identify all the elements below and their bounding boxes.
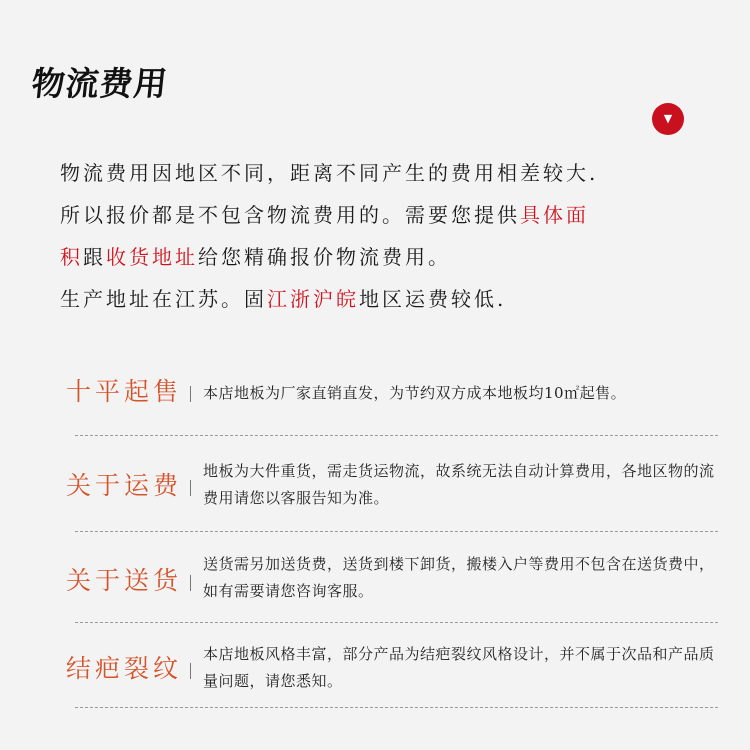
highlight-text: 江浙沪皖 <box>267 287 359 311</box>
dashed-divider <box>75 531 718 532</box>
separator-bar <box>190 386 191 402</box>
highlight-text: 收货地址 <box>106 245 198 269</box>
intro-text: 地区运费较低. <box>359 287 507 311</box>
intro-text: 生产地址在江苏。固 <box>60 287 267 311</box>
section-label: 关于送货 <box>66 566 183 595</box>
intro-line-2 <box>60 194 700 236</box>
section-text: 本店地板风格丰富，部分产品为结疤裂纹风格设计，并不属于次品和产品质量问题，请您悉知。 <box>203 645 715 690</box>
intro-line-4 <box>60 278 700 320</box>
separator-bar <box>190 480 191 496</box>
intro-text: 所以报价都是不包含物流费用的。需要您提供 <box>60 203 520 227</box>
scroll-down-button[interactable] <box>652 103 684 135</box>
dashed-divider <box>75 707 718 708</box>
separator-bar <box>190 575 191 591</box>
intro-line-3 <box>60 236 700 278</box>
highlight-text: 具体面 <box>520 203 589 227</box>
page-title: 物流费用 <box>29 64 170 103</box>
section-label: 结疤裂纹 <box>66 654 183 683</box>
dashed-divider <box>75 435 718 436</box>
intro-text: 跟 <box>83 245 106 269</box>
section-text: 本店地板为厂家直销直发，为节约双方成本地板均10㎡起售。 <box>203 384 627 402</box>
intro-paragraph <box>60 152 700 320</box>
chevron-down-icon: ▼ <box>663 112 673 125</box>
section-label: 十平起售 <box>66 377 183 406</box>
intro-text: 物流费用因地区不同，距离不同产生的费用相差较大. <box>60 161 599 185</box>
intro-text: 给您精确报价物流费用。 <box>198 245 451 269</box>
section-text: 地板为大件重货，需走货运物流，故系统无法自动计算费用，各地区物的流费用请您以客服告知为准。 <box>203 462 715 507</box>
intro-line-1 <box>60 152 700 194</box>
separator-bar <box>190 663 191 679</box>
highlight-text: 积 <box>60 245 83 269</box>
section-text: 送货需另加送货费，送货到楼下卸货，搬楼入户等费用不包含在送货费中，如有需要请您咨询客服。 <box>203 555 715 600</box>
dashed-divider <box>75 622 718 623</box>
section-label: 关于运费 <box>66 471 183 500</box>
